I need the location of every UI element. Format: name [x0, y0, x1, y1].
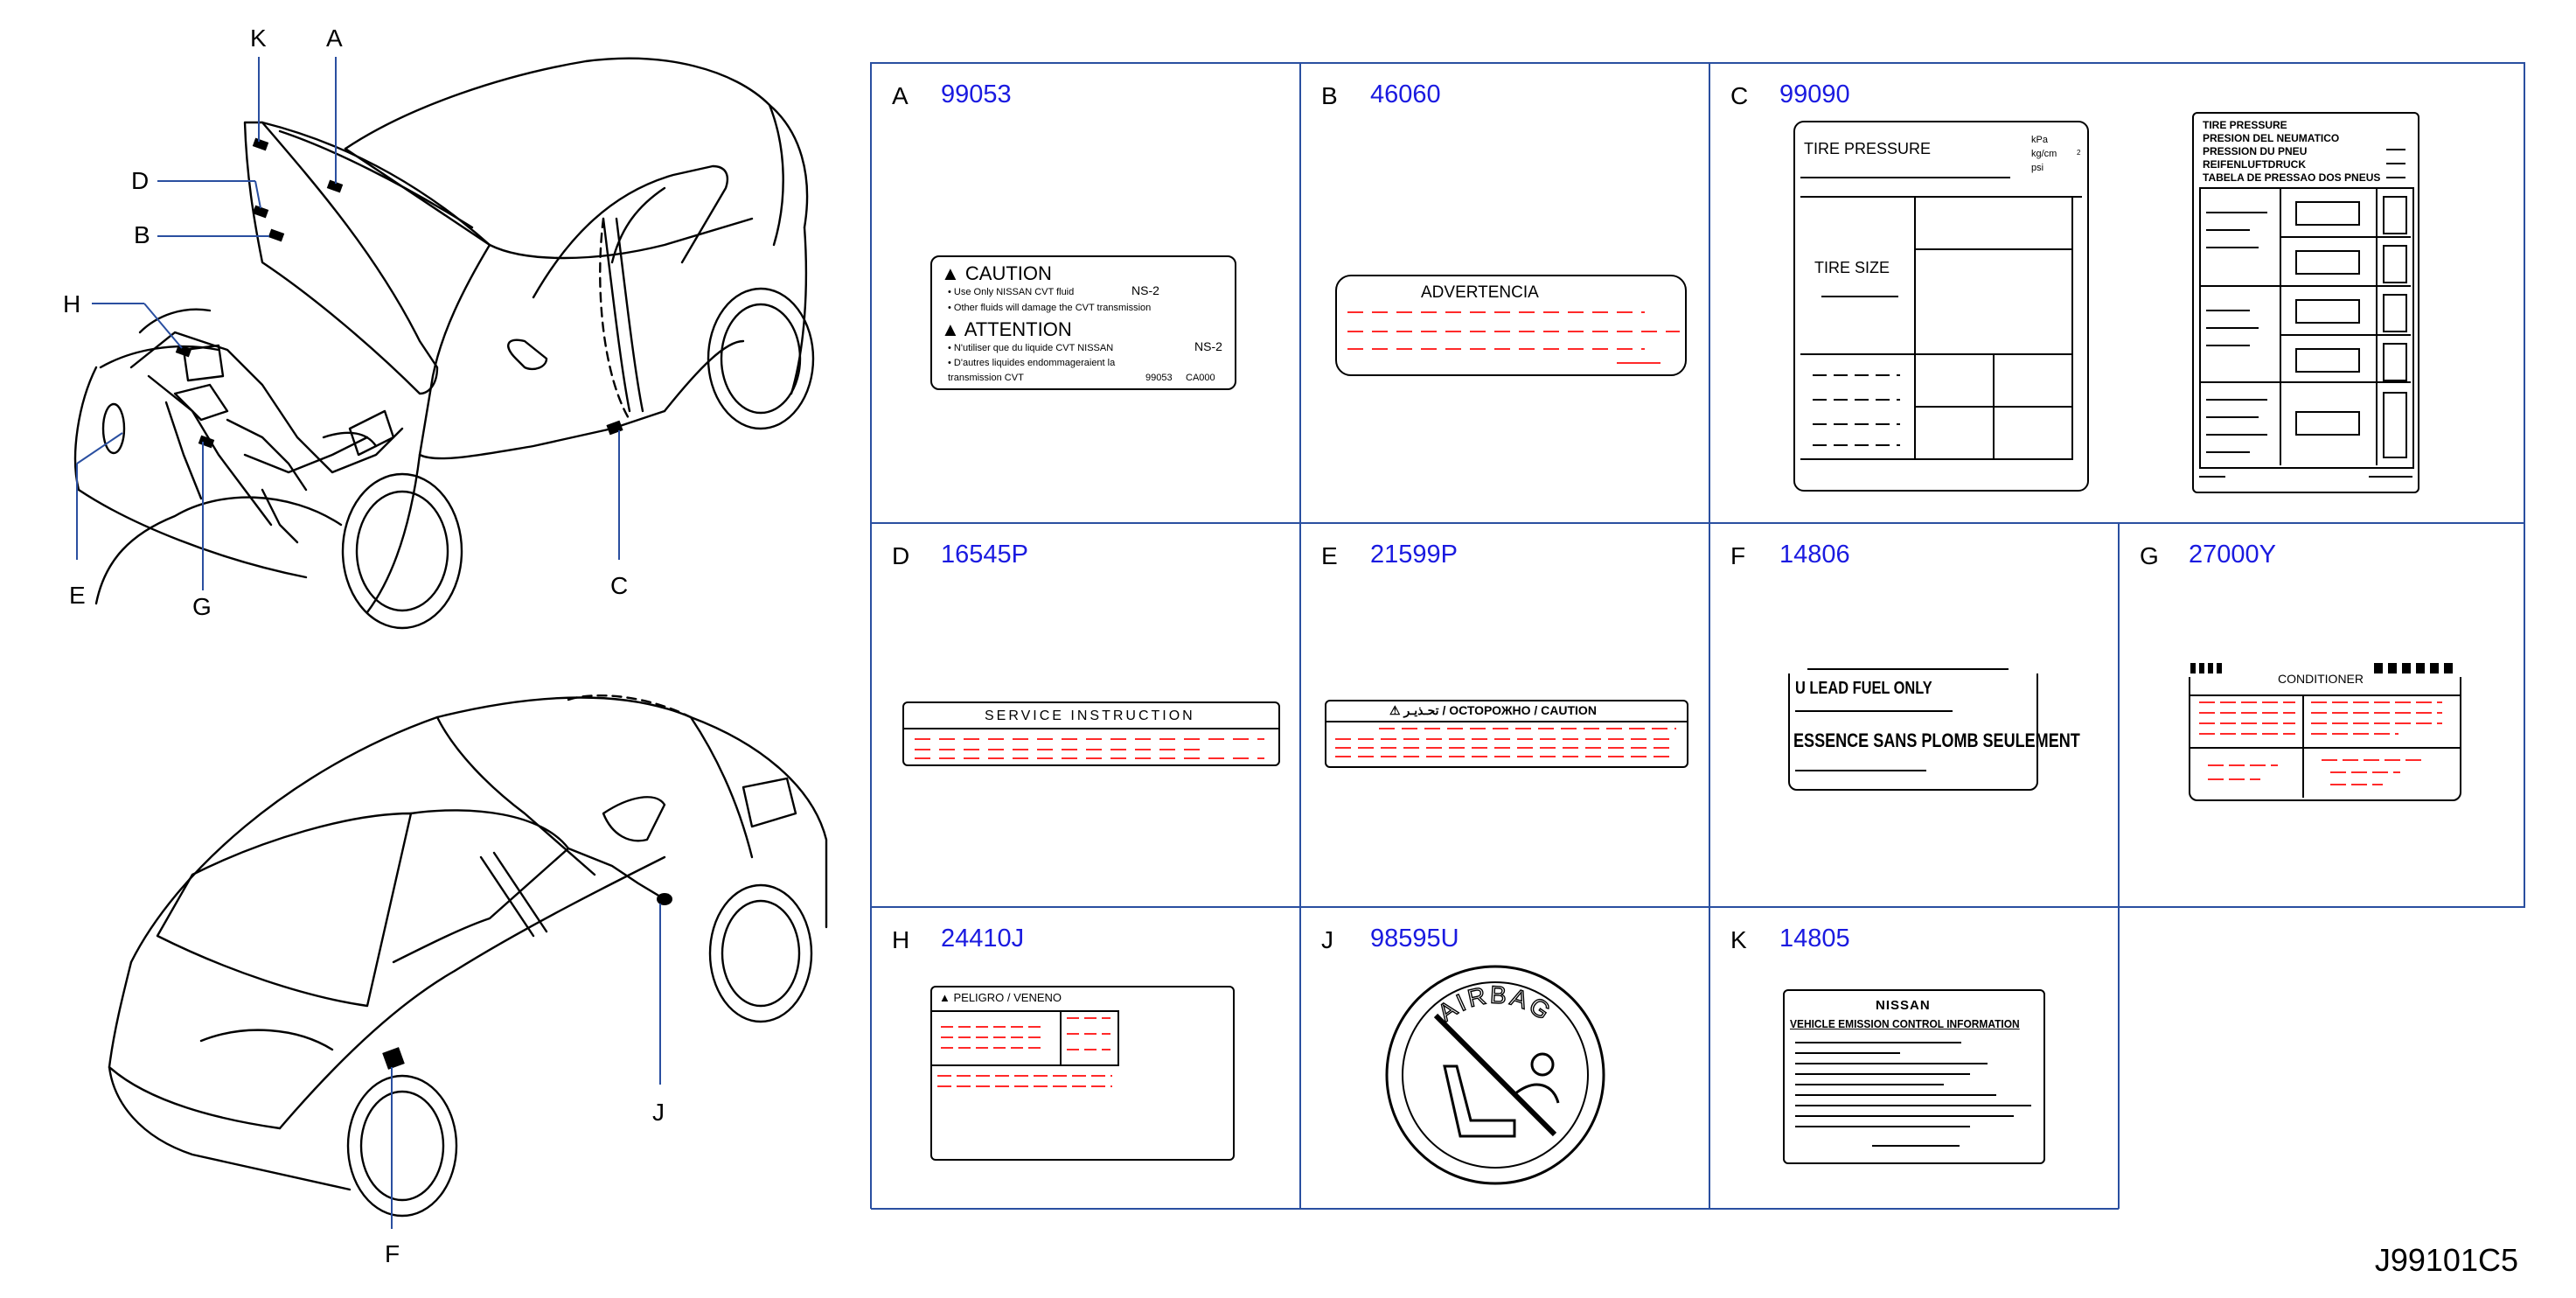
callout-d: D — [131, 167, 150, 194]
callout-a: A — [326, 24, 343, 52]
unit-sq: 2 — [2077, 149, 2081, 157]
cell-letter: H — [892, 926, 910, 953]
callout-h: H — [63, 290, 81, 318]
cell-k — [1709, 907, 2119, 1209]
multi-line-3: PRESSION DU PNEU — [2203, 145, 2308, 157]
svg-text:AIRBAG — [1433, 981, 1557, 1027]
unleaded-line1: U LEAD FUEL ONLY — [1795, 679, 1932, 698]
label-code1: 99053 — [1145, 373, 1173, 383]
peligro-title: PELIGRO / VENENO — [953, 991, 1062, 1004]
caution-fluid: NS-2 — [1131, 283, 1159, 297]
multi-line-4: REIFENLUFTDRUCK — [2203, 158, 2306, 171]
callout-j: J — [652, 1099, 665, 1126]
label-f-unleaded — [1788, 663, 2080, 791]
part-number: 14806 — [1779, 541, 1850, 569]
cell-letter: G — [2140, 542, 2159, 569]
emission-title: VEHICLE EMISSION CONTROL INFORMATION — [1790, 1017, 2020, 1030]
label-g-air-conditioner — [2189, 661, 2461, 801]
part-number: 99090 — [1779, 80, 1850, 108]
attention-line1: • N'utiliser que du liquide CVT NISSAN — [948, 343, 1114, 353]
unit-psi: psi — [2031, 163, 2044, 173]
callout-b: B — [134, 221, 150, 248]
diagram-code: J99101C5 — [2374, 1242, 2518, 1278]
label-k-emission-info — [1783, 989, 2045, 1164]
unleaded-line2: ESSENCE SANS PLOMB SEULEMENT — [1793, 729, 2080, 751]
cell-letter: B — [1321, 82, 1338, 109]
label-b-advertencia — [1335, 275, 1687, 376]
label-h-peligro-veneno: ▲ PELIGRO / VENENO — [930, 986, 1235, 1161]
cell-letter: K — [1730, 926, 1747, 953]
multi-line-5: TABELA DE PRESSAO DOS PNEUS — [2203, 171, 2381, 184]
attention-line2: • D'autres liquides endommageraient la — [948, 358, 1116, 368]
callout-c: C — [610, 572, 629, 599]
part-number: 27000Y — [2189, 541, 2276, 569]
cell-f — [1709, 523, 2119, 907]
tire-size-title: TIRE SIZE — [1814, 259, 1890, 276]
part-number: 24410J — [941, 925, 1025, 953]
part-number: 98595U — [1370, 925, 1459, 953]
airbag-ring-text: AIRBAG — [1432, 980, 1558, 1027]
label-c-multilingual-placard — [2192, 112, 2419, 493]
part-number: 16545P — [941, 541, 1028, 569]
cell-c — [1709, 63, 2524, 523]
label-e-caution: ⚠ تحـذيـر / ОСТОРОЖНО / CAUTION — [1325, 700, 1688, 768]
cell-a — [871, 63, 1300, 523]
label-a-cvt-caution: ▲ CAUTION • Use Only NISSAN CVT fluid NS-2 • Other fluids will damage the CVT transmission ▲ ATTENTION • N'utiliser que du liquide CVT NISSAN NS-2 • D'autres liquides endommageraient la transmission CVT 99053 CA000 — [930, 255, 1236, 390]
service-title: SERVICE INSTRUCTION — [985, 708, 1195, 723]
unit-kpa: kPa — [2031, 135, 2048, 145]
cell-j — [1300, 907, 1709, 1209]
part-number: 46060 — [1370, 80, 1441, 108]
cell-h — [871, 907, 1300, 1209]
caution-line1: • Use Only NISSAN CVT fluid — [948, 287, 1075, 297]
part-number: 99053 — [941, 80, 1012, 108]
multi-line-1: TIRE PRESSURE — [2203, 119, 2287, 131]
attention-line3: transmission CVT — [948, 373, 1024, 383]
unit-kgcm: kg/cm — [2031, 149, 2057, 159]
caution-title: CAUTION — [964, 262, 1052, 284]
callout-g: G — [192, 593, 212, 620]
cell-g — [2119, 523, 2524, 907]
conditioner-title: CONDITIONER — [2278, 672, 2364, 686]
label-code2: CA000 — [1186, 373, 1215, 383]
cell-letter: F — [1730, 542, 1746, 569]
multi-line-2: PRESION DEL NEUMATICO — [2203, 132, 2340, 144]
cell-b — [1300, 63, 1709, 523]
label-d-service-instruction — [902, 701, 1280, 766]
cell-e — [1300, 523, 1709, 907]
caution-multilang-title: تحـذيـر / ОСТОРОЖНО / CAUTION — [1403, 703, 1597, 717]
label-c-tire-placard — [1793, 121, 2089, 492]
part-number: 14805 — [1779, 925, 1850, 953]
tire-pressure-title: TIRE PRESSURE — [1804, 140, 1932, 157]
callout-e: E — [69, 582, 86, 609]
cell-letter: C — [1730, 82, 1749, 109]
airbag-no-child-seat-icon — [1383, 963, 1607, 1187]
cell-letter: D — [892, 542, 910, 569]
attention-title: ATTENTION — [964, 318, 1072, 340]
advertencia-title: ADVERTENCIA — [1421, 283, 1539, 302]
cell-letter: J — [1321, 926, 1333, 953]
cell-letter: A — [892, 82, 909, 109]
nissan-brand: NISSAN — [1876, 998, 1931, 1013]
callout-k: K — [250, 24, 267, 52]
caution-line2: • Other fluids will damage the CVT transmission — [948, 303, 1152, 313]
cell-d — [871, 523, 1300, 907]
cell-letter: E — [1321, 542, 1338, 569]
part-number: 21599P — [1370, 541, 1458, 569]
attention-fluid: NS-2 — [1194, 339, 1222, 353]
callout-f: F — [385, 1240, 400, 1267]
